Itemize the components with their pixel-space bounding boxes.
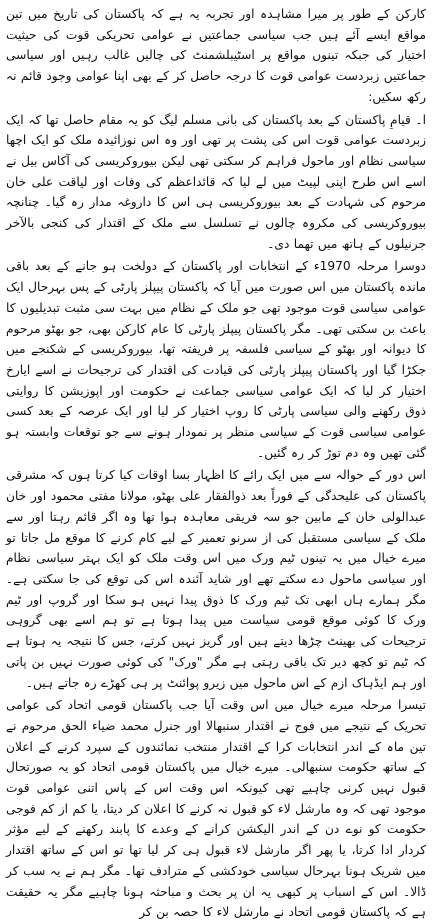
paragraph-third-phase: تیسرا مرحلہ میرے خیال میں اس وقت آیا جب پاکستان قومی اتحاد کی عوامی تحریک کے نتیجے میں فوج نے اقتدار سنبھالا اور جنرل محمد ضیاء الحق مرحوم نے تین ماہ کے اندر انتخابات کرا کے اقتدار منتخب نمائندوں کے سپرد کرنے کے اعلان کے ساتھ حکومت سنبھالی۔ میرے خیال میں پاکستان قومی اتحاد کو یہ صورتحال قبول نہیں کرنی چاہیے تھی کیونکہ اس وقت اس کے پاس اتنی عوامی قوت موجود تھی کہ وہ مارشل لاء کو قبول نہ کرنے کا اعلان کر دیتا، یا کم از کم فوجی حکومت کو نوے دن کے اندر الیکشن کرانے کے وعدے کا پابند رکھنے کے لیے مؤثر کردار ادا کرتا، یا پھر اگر مارشل لاء قبول ہی کر لیا تھا تو اس کے ساتھ اقتدار میں شریک ہونا بہرحال سیاسی خودکشی کے مترادف تھا۔ مگر ہم نے یہ سب کر ڈالا۔ اس کے اسباب پر کبھی یہ ان پر بحث و مباحثہ ہونا چاہیے مگر یہ حقیقت ہے کہ پاکستان قومی اتحاد نے مارشل لاء کا حصہ بن کر (6, 698, 426, 920)
paragraph-team-work-opinion: اس دور کے حوالہ سے میں ایک رائے کا اظہار بسا اوقات کیا کرتا ہوں کہ مشرقی پاکستان کی علیحدگی کے فوراً بعد ذوالفقار علی بھٹو، مولانا مفتی محمود اور خان عبدالولی خان کے مابین جو سہ فریقی معاہدہ ہوا تھا وہ اگر قائم رہتا اور سے ملک کے سیاسی مستقبل کی از سرنو تعمیر کے لیے کام کرنے کا موقع مل جاتا تو میرے خیال میں یہ تینوں ٹیم ورک میں اس وقت ملک کو ایک بہتر سیاسی نظام اور سیاسی ماحول دے سکتے تھے اور شاید آئندہ اس کی توقع کی جا سکتی ہے۔ مگر ہمارے ہاں ابھی تک ٹیم ورک کا ذوق پیدا نہیں ہو سکا اور گروپ اور ٹیم ورک کا کوئی موقع قومی سیاست میں پیدا ہوتا ہے تو ہم اسے بھی گروہی ترجیحات کی بھینٹ چڑھا دیتے ہیں اور گریز نہیں کرتے، جس کا نتیجہ یہ ہوتا ہے کہ ٹیم تو کچھ دیر تک باقی رہتی ہے مگر "ورک" کی کوئی صورت نہیں بن پاتی اور ہم ایڈہاک ازم کے اس ماحول میں زیرو پوائنٹ پر ہی کھڑے رہ جاتے ہیں۔ (6, 468, 426, 690)
paragraph-intro: کارکن کے طور پر میرا مشاہدہ اور تجربہ یہ ہے کہ پاکستان کی تاریخ میں تین مواقع ایسے آئے ہیں جب سیاسی جماعتیں نے عوامی تحریکی قوت کی حیثیت اختیار کی جبکہ تینوں مواقع پر اسٹیبلشمنٹ کی چالیں غالب رہیں اور سیاسی جماعتیں زبردست عوامی قوت کا درجہ حاصل کر کے بھی اپنا عوامی وجود قائم نہ رکھ سکیں: (6, 7, 426, 104)
paragraph-first-phase: ا۔ قیامِ پاکستان کے بعد پاکستان کی بانی مسلم لیگ کو یہ مقام حاصل تھا کہ ایک زبردست عوامی قوت اس کی پشت پر تھی اور وہ اس نوزائیدہ ملک کو ایک اچھا سیاسی نظام اور ماحول فراہم کر سکتی تھی لیکن بیوروکریسی کی آکاس بیل نے اسے اس طرح اپنی لپیٹ میں لے لیا کہ قائداعظم کی وفات اور لیاقت علی خان مرحوم کی شہادت کے بعد بیوروکریسی ہی اس کا داروغہ مدار رہ گیا۔ چنانچہ بیوروکریسی کی مکروہ چالوں نے تسلسل سے ملک کے اقتدار کی کنجی بالآخر جرنیلوں کے ہاتھ میں تھما دی۔ (6, 112, 426, 251)
paragraph-second-phase: دوسرا مرحلہ 1970ء کے انتخابات اور پاکستان کے دولخت ہو جانے کے بعد باقی ماندہ پاکستان میں اس صورت میں آیا کہ پاکستان پیپلز پارٹی کے پس بہرحال ایک عوامی سیاسی قوت موجود تھی جو ملک کے نظام میں بہت سی مثبت تبدیلیوں کا باعث بن سکتی تھی۔ مگر پاکستان پیپلز پارٹی کا عام کارکن بھی، جو بھٹو مرحوم کا دیوانہ اور بھٹو کے سیاسی فلسفہ پر فریفتہ تھا، بیوروکریسی کے شکنجے میں جکڑا گیا اور پاکستان پیپلز پارٹی کی قیادت کی اقتدار کی ترجیحات نے اسے ایارخ اختیار کر لیا کہ ایک عوامی سیاسی جماعت نے حکومت اور اپوزیشن کا روایتی ذوق رکھنے والی سیاسی پارٹی کا روپ اختیار کر لیا اور ایک عرصہ کے بعد کسی عوامی سیاسی قوت کے سیاسی منظر پر نمودار ہونے سے جو توقعات وابستہ ہو گئی تھیں وہ دم توڑ کر رہ گئیں۔ (6, 259, 426, 460)
